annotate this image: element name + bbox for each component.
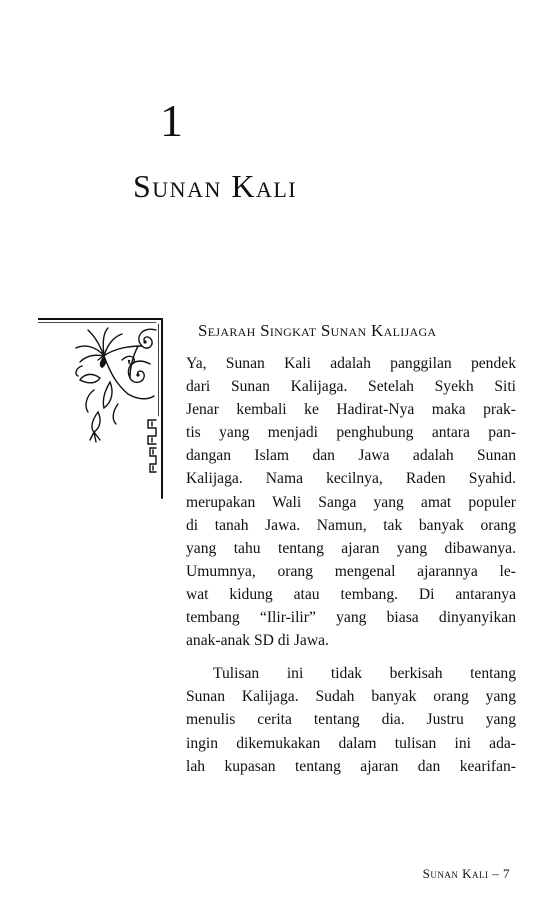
text-line: Ya, Sunan Kali adalah panggilan pendek <box>186 355 516 372</box>
floral-corner-ornament-icon <box>38 316 166 502</box>
chapter-title: Sunan Kali <box>133 168 298 204</box>
running-footer: Sunan Kali – 7 <box>422 866 510 881</box>
paragraph-1 <box>186 352 516 652</box>
text-line: merupakan Wali Sanga yang amat populer <box>186 493 516 511</box>
text-line: Kalijaga. Nama kecilnya, Raden Syahid. <box>186 470 516 488</box>
text-line: tembang “Ilir-ilir” yang biasa dinyanyikan <box>186 609 516 627</box>
text-line: yang tahu tentang ajaran yang dibawanya. <box>186 539 516 557</box>
text-line: lah kupasan tentang ajaran dan kearifan- <box>186 757 516 775</box>
text-line: ingin dikemukakan dalam tulisan ini ada- <box>186 734 516 752</box>
paragraph-gap <box>186 652 516 662</box>
text-line: di tanah Jawa. Namun, tak banyak orang <box>186 516 516 534</box>
text-line: dari Sunan Kalijaga. Setelah Syekh Siti <box>186 378 516 396</box>
paragraph-2 <box>186 662 516 777</box>
text-line: tis yang menjadi penghubung antara pan- <box>186 424 516 442</box>
text-line: anak-anak SD di Jawa. <box>186 632 329 650</box>
chapter-number: 1 <box>160 95 183 146</box>
text-line: dangan Islam dan Jawa adalah Sunan <box>186 447 516 465</box>
text-line: Tulisan ini tidak berkisah tentang <box>213 665 516 683</box>
body-text <box>186 352 516 778</box>
text-line: menulis cerita tentang dia. Justru yang <box>186 711 516 729</box>
text-line: wat kidung atau tembang. Di antaranya <box>186 585 516 603</box>
text-line: Sunan Kalijaga. Sudah banyak orang yang <box>186 688 516 706</box>
section-heading: Sejarah Singkat Sunan Kalijaga <box>198 321 437 340</box>
text-line: Jenar kembali ke Hadirat-Nya maka prak- <box>186 401 516 419</box>
text-line: Umumnya, orang mengenal ajarannya le- <box>186 562 516 580</box>
